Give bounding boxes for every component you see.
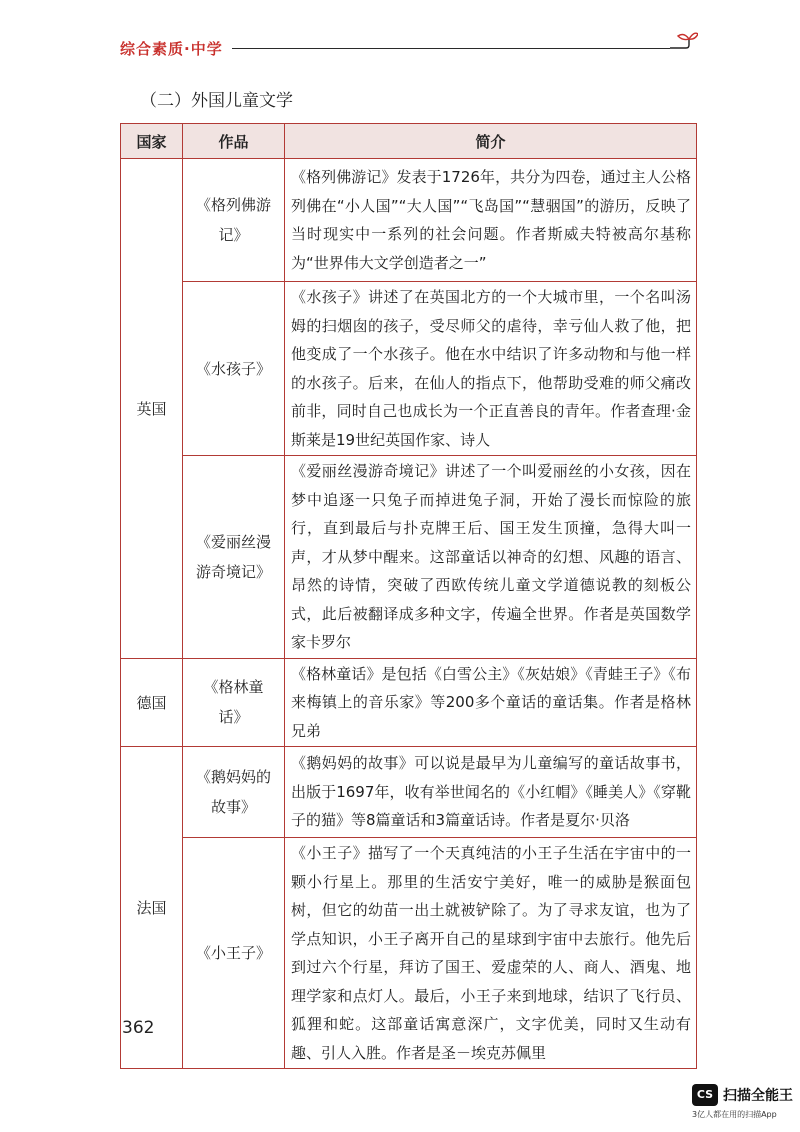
desc-cell: 《爱丽丝漫游奇境记》讲述了一个叫爱丽丝的小女孩，因在梦中追逐一只兔子而掉进兔子洞，开始了漫长而惊险的旅行，直到最后与扑克牌王后、国王发生顶撞，急得大叫一声，才从梦中醒来。这部童话以神奇的幻想、风趣的语言、昂然的诗情，突破了西欧传统儿童文学道德说教的刻板公式，此后被翻译成多种文字，传遍全世界。作者是英国数学家卡罗尔: [285, 456, 697, 659]
work-cell: 《小王子》: [183, 838, 285, 1069]
scanner-watermark: [692, 1084, 792, 1124]
desc-cell: 《小王子》描写了一个天真纯洁的小王子生活在宇宙中的一颗小行星上。那里的生活安宁美好，唯一的威胁是猴面包树，但它的幼苗一出土就被铲除了。为了寻求友谊，也为了学点知识，小王子离开自己的星球到宇宙中去旅行。他先后到过六个行星，拜访了国王、爱虚荣的人、商人、酒鬼、地理学家和点灯人。最后，小王子来到地球，结识了飞行员、狐狸和蛇。这部童话寓意深广，文字优美，同时又生动有趣、引人入胜。作者是圣－埃克苏佩里: [285, 838, 697, 1069]
scanner-app-name: 扫描全能王: [723, 1088, 793, 1104]
work-cell: 《爱丽丝漫游奇境记》: [183, 456, 285, 659]
page-number: 362: [122, 1018, 155, 1038]
work-cell: 《鹅妈妈的故事》: [183, 747, 285, 838]
work-cell: 《水孩子》: [183, 282, 285, 456]
desc-cell: 《水孩子》讲述了在英国北方的一个大城市里，一个名叫汤姆的扫烟囱的孩子，受尽师父的虐待，幸亏仙人救了他，把他变成了一个水孩子。他在水中结识了许多动物和与他一样的水孩子。后来，在仙人的指点下，他帮助受难的师父痛改前非，同时自己也成长为一个正直善良的青年。作者查理·金斯莱是19世纪英国作家、诗人: [285, 282, 697, 456]
work-cell: 《格列佛游记》: [183, 159, 285, 282]
table-row: [121, 747, 697, 838]
header-work: 作品: [183, 124, 285, 159]
table-row: [121, 282, 697, 456]
header-rule: [232, 48, 670, 49]
table-row: [121, 456, 697, 659]
book-series-tag: 综合素质·中学: [120, 40, 223, 58]
header-intro: 简介: [285, 124, 697, 159]
scanner-app-slogan: 3亿人都在用的扫描App: [692, 1110, 777, 1119]
running-header: [0, 30, 800, 70]
desc-cell: 《格列佛游记》发表于1726年，共分为四卷，通过主人公格列佛在“小人国”“大人国”“飞岛国”“慧骃国”的游历，反映了当时现实中一系列的社会问题。作者斯威夫特被高尔基称为“世界伟大文学创造者之一”: [285, 159, 697, 282]
desc-cell: 《格林童话》是包括《白雪公主》《灰姑娘》《青蛙王子》《布来梅镇上的音乐家》等200多个童话的童话集。作者是格林兄弟: [285, 658, 697, 747]
table-row: [121, 658, 697, 747]
country-cell-uk: 英国: [121, 159, 183, 659]
sprout-icon: [664, 30, 698, 60]
table-header-row: [121, 124, 697, 159]
country-cell-germany: 德国: [121, 658, 183, 747]
country-cell-france: 法国: [121, 747, 183, 1069]
children-literature-table: [120, 123, 697, 1069]
section-title: （二）外国儿童文学: [140, 91, 293, 111]
work-cell: 《格林童话》: [183, 658, 285, 747]
header-country: 国家: [121, 124, 183, 159]
desc-cell: 《鹅妈妈的故事》可以说是最早为儿童编写的童话故事书，出版于1697年，收有举世闻名的《小红帽》《睡美人》《穿靴子的猫》等8篇童话和3篇童话诗。作者是夏尔·贝洛: [285, 747, 697, 838]
camscanner-logo-icon: CS: [692, 1084, 718, 1106]
table-row: [121, 159, 697, 282]
table-row: [121, 838, 697, 1069]
